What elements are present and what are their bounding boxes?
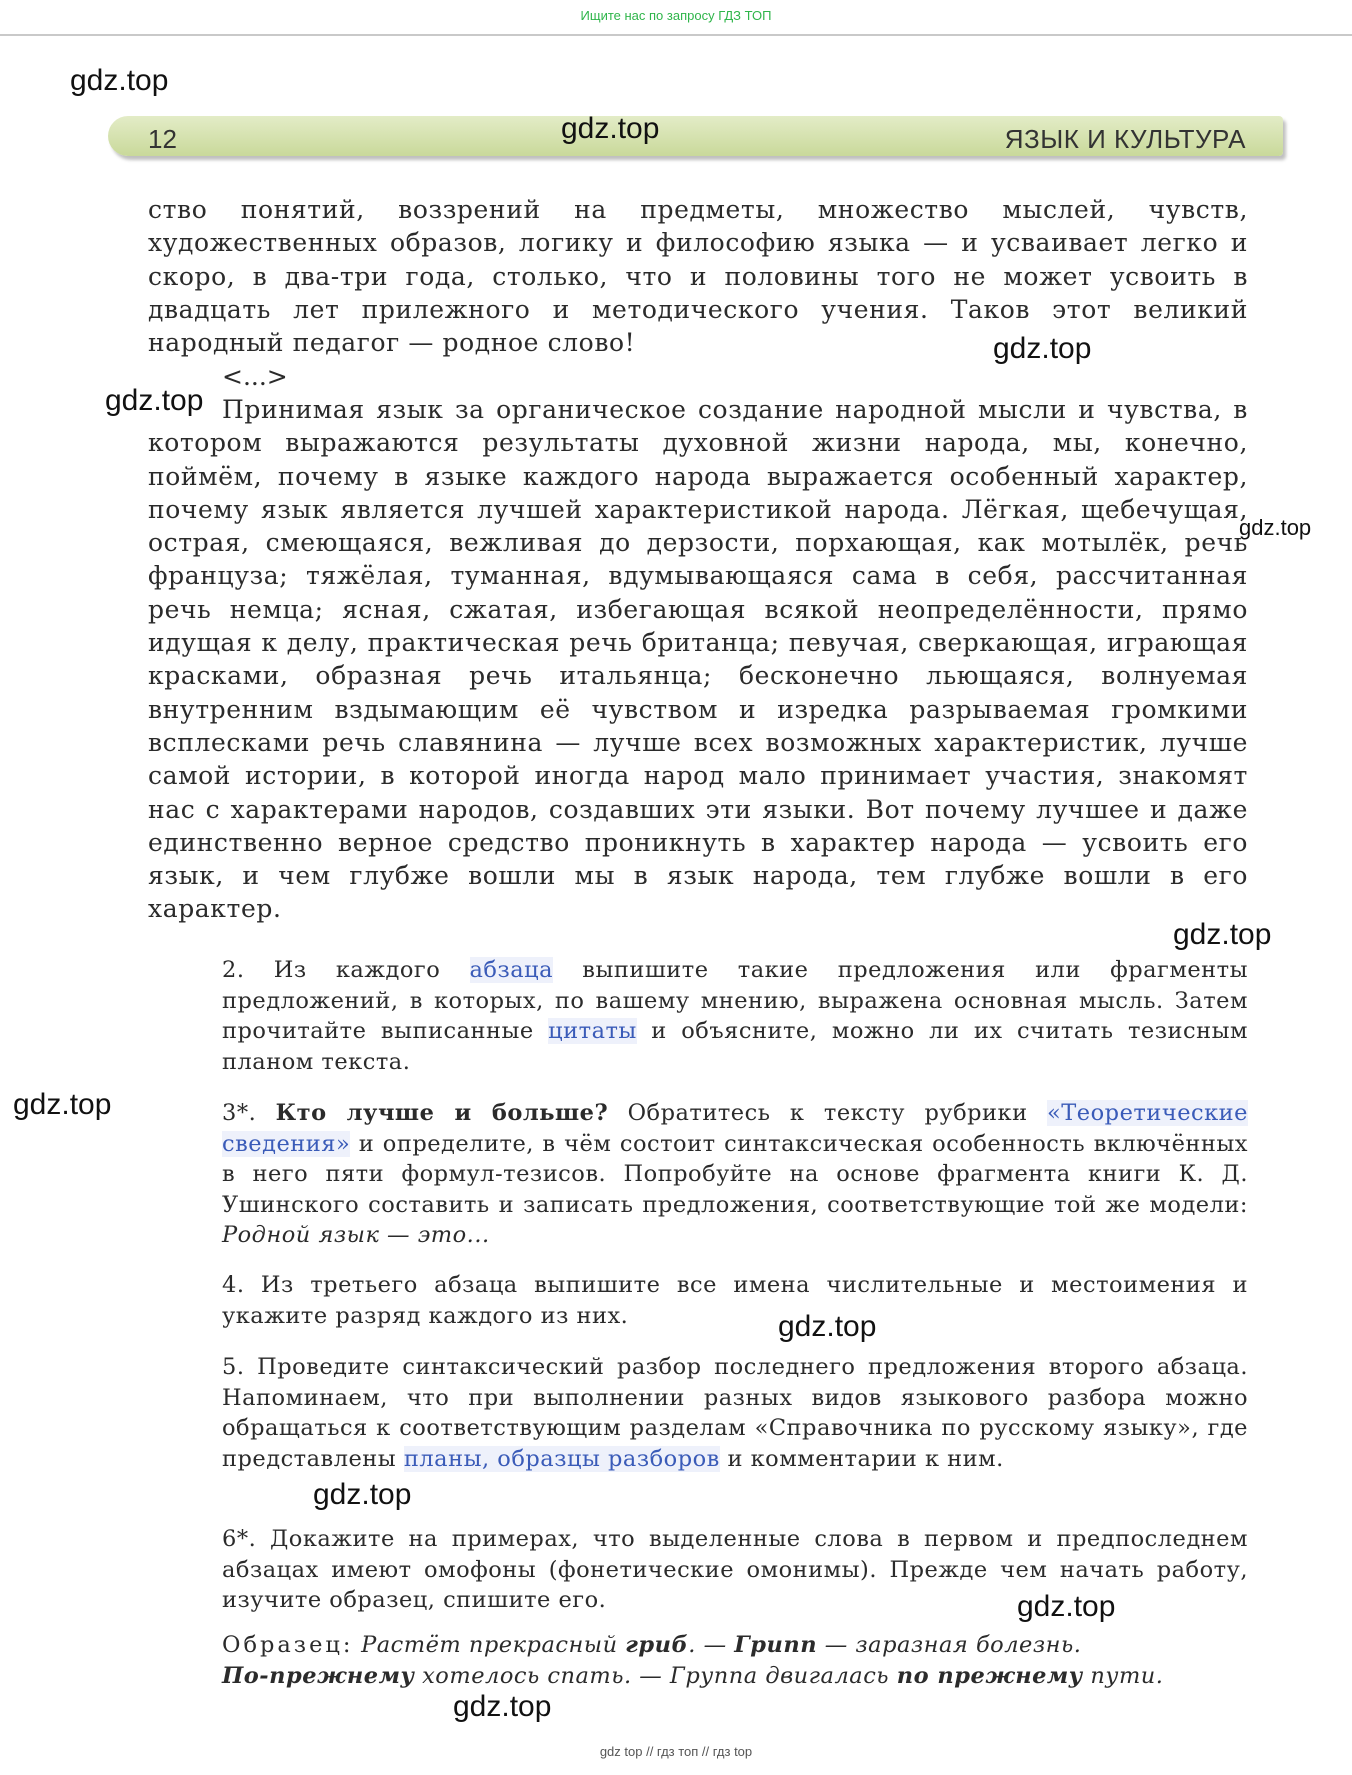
task-3-text: и определите, в чём состоит синтаксическая особенность включённых в него пяти формул-тезисов. Попробуйте на основе фрагмента книги К. Д. Ушинского составить и записать предложения, соответствующие той же модели: [222,1130,1248,1218]
sample-label: Образец: [222,1632,354,1658]
ellipsis: <...> [222,362,288,391]
sample-bold-word: По-прежнему [222,1662,415,1689]
watermark: gdz.top [561,112,660,145]
paragraph-2: Принимая язык за органическое создание народной мысли и чувства, в котором выражаются результаты духовной жизни народа, мы, конечно, поймём, почему в языке каждого народа выражается особенный характер, почему язык является лучшей характеристикой народа. Лёгкая, щебечущая, острая, смеющаяся, вежливая до дерзости, порхающая, как мотылёк, речь француза; тяжёлая, туманная, вдумывающаяся сама в себя, рассчитанная речь немца; ясная, сжатая, избегающая всякой неопределённости, прямо идущая к делу, практическая речь британца; певучая, сверкающая, играющая красками, образная речь итальянца; бесконечно льющаяся, волнуемая внутренним вздымающим её чувством и изредка разрываемая громкими всплесками речь славянина — лучше всех возможных характеристик, лучше самой истории, в которой иногда народ мало принимает участия, знакомят нас с характерами народов, создавших эти языки. Вот почему лучшее и даже единственно верное средство проникнуть в характер народа — усвоить его язык, и чем глубже вошли мы в язык народа, тем глубже вошли в его характер. [148,395,1248,924]
task-4: 4. Из третьего абзаца выпишите все имена числительные и местоимения и укажите разряд каждого из них. [222,1272,1248,1329]
sample-bold-word: гриб [625,1632,689,1658]
task-2-text: и объясните, можно ли их считать тезисным планом текста. [222,1018,1248,1075]
paragraph-1: ство понятий, воззрений на предметы, множество мыслей, чувств, художественных образов, логику и философию языка — и усваивает легко и скоро, в два-три года, столько, что и половины того не может усвоить в двадцать лет прилежного и методического учения. Таков этот великий народный педагог — родное слово! [148,195,1248,358]
link-quotes[interactable]: цитаты [548,1018,637,1044]
watermark: gdz.top [70,64,169,97]
task-5-text: и комментарии к ним. [719,1445,1004,1472]
watermark: gdz.top [453,1690,552,1723]
task-2 [222,955,1248,1077]
link-samples[interactable]: образцы разборов [497,1445,720,1472]
watermark: gdz.top [993,332,1092,365]
sample-bold-word: Грипп [734,1632,818,1658]
section-title: ЯЗЫК И КУЛЬТУРА [1004,124,1246,154]
link-theory[interactable]: «Теоретические сведения» [222,1100,1248,1157]
watermark: gdz.top [778,1310,877,1343]
watermark: gdz.top [313,1478,412,1511]
task-5-text: 5. Проведите синтаксический разбор последнего предложения второго абзаца. Напоминаем, что при выполнении разных видов языкового разбора можно обращаться к соответствующим разделам «Справочника по русскому языку», где представлены [222,1354,1248,1472]
task-3-number: 3*. [222,1100,276,1126]
task-3-text: Обратитесь к тексту рубрики [608,1100,1048,1126]
sample [222,1630,1248,1691]
sample-text: хотелось спать. — Группа двигалась [414,1662,897,1689]
sample-text: — заразная болезнь. [817,1632,1082,1658]
watermark: gdz.top [1239,515,1312,540]
watermark: gdz.top [1173,918,1272,951]
watermark: gdz.top [105,384,204,417]
page-number: 12 [148,124,177,154]
sample-text: Растёт прекрасный [353,1632,626,1658]
sample-bold-word: по прежнему [896,1662,1083,1689]
task-3-model: Родной язык — это... [222,1222,490,1248]
task-3-title: Кто лучше и больше? [275,1100,609,1126]
sample-text: . — [688,1632,735,1658]
link-plans[interactable]: планы [403,1445,482,1472]
task-6: 6*. Докажите на примерах, что выделенные слова в первом и предпоследнем абзацах имеют омофоны (фонетические омонимы). Прежде чем начать работу, изучите образец, спишите его. [222,1526,1248,1613]
sample-text: пути. [1082,1662,1164,1689]
watermark: gdz.top [13,1088,112,1121]
watermark: gdz.top [1017,1590,1116,1623]
footer: gdz top // гдз топ // гдз top [599,1744,753,1759]
task-2-text: 2. Из каждого [222,957,470,983]
task-2-text: выпишите такие предложения или фрагменты предложений, в которых, по вашему мнению, выражена основная мысль. Затем прочитайте выписанные [222,957,1248,1044]
task-3 [222,1098,1248,1251]
link-separator: , [481,1445,498,1472]
top-banner: Ищите нас по запросу ГДЗ ТОП [0,0,1352,36]
task-5 [222,1352,1248,1474]
link-paragraph[interactable]: абзаца [469,957,554,983]
